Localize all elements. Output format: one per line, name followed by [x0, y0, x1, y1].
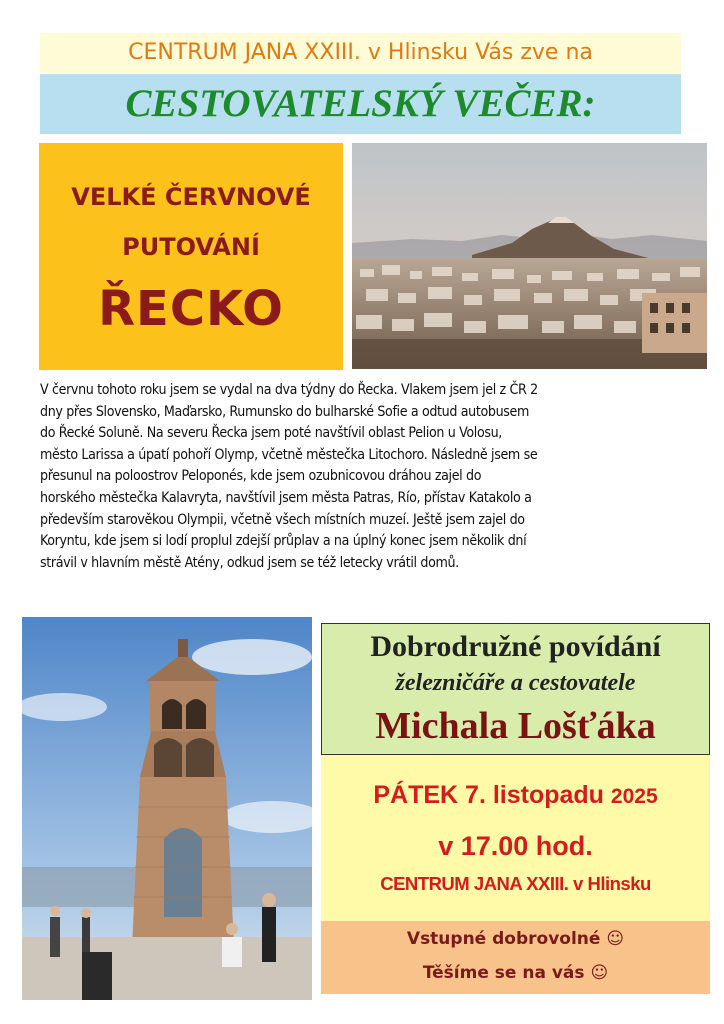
description-line: město Larissa a úpatí pohoří Olymp, včetně městečka Litochoro. Následně jsem se — [40, 446, 538, 463]
event-details — [321, 755, 710, 921]
theme-line-2: PUTOVÁNÍ — [122, 233, 260, 261]
description-line: strávil v hlavním městě Atény, odkud jsem se též letecky vrátil domů. — [40, 554, 459, 571]
theme-country: ŘECKO — [98, 281, 284, 337]
invite-banner: CENTRUM JANA XXIII. v Hlinsku Vás zve na — [40, 33, 681, 73]
athens-city-photo — [352, 143, 707, 369]
event-year: 2025 — [610, 785, 658, 808]
entry-fee: Vstupné dobrovolné ☺ — [406, 929, 625, 949]
event-day-date: PÁTEK 7. listopadu — [373, 781, 604, 809]
trip-description — [40, 380, 701, 574]
event-venue: CENTRUM JANA XXIII. v Hlinsku — [380, 873, 651, 894]
bell-tower-photo — [22, 617, 312, 1000]
description-line: přesunul na poloostrov Peloponés, kde jsem ozubnicovou dráhou zajel do — [40, 468, 482, 485]
theme-box — [39, 143, 343, 370]
description-line: Koryntu, kde jsem si lodí proplul zdejší průplav a na úplný konec jsem několik dní — [40, 533, 527, 550]
description-line: dny přes Slovensko, Maďarsko, Rumunsko do bulharské Sofie a odtud autobusem — [40, 403, 529, 420]
theme-line-1: VELKÉ ČERVNOVÉ — [71, 183, 311, 211]
event-time: v 17.00 hod. — [438, 831, 593, 861]
speaker-name: Michala Lošťáka — [375, 705, 656, 747]
description-line: horského městečka Kalavryta, navštívil jsem města Patras, Río, přístav Katakolo a — [40, 489, 532, 506]
entry-box — [321, 921, 710, 994]
event-title: CESTOVATELSKÝ VEČER: — [40, 74, 681, 134]
description-line: do Řecké Soluně. Na severu Řecka jsem poté navštívil oblast Pelion u Volosu, — [40, 425, 502, 442]
description-line: především starověkou Olympii, včetně všech místních muzeí. Ještě jsem zajel do — [40, 511, 525, 528]
event-date — [321, 781, 710, 810]
greeting: Těšíme se na vás ☺ — [422, 963, 609, 983]
speaker-box — [321, 623, 710, 755]
description-line: V červnu tohoto roku jsem se vydal na dva týdny do Řecka. Vlakem jsem jel z ČR 2 — [40, 382, 538, 398]
speaker-role: železničáře a cestovatele — [395, 670, 636, 696]
speaker-intro: Dobrodružné povídání — [370, 630, 661, 663]
